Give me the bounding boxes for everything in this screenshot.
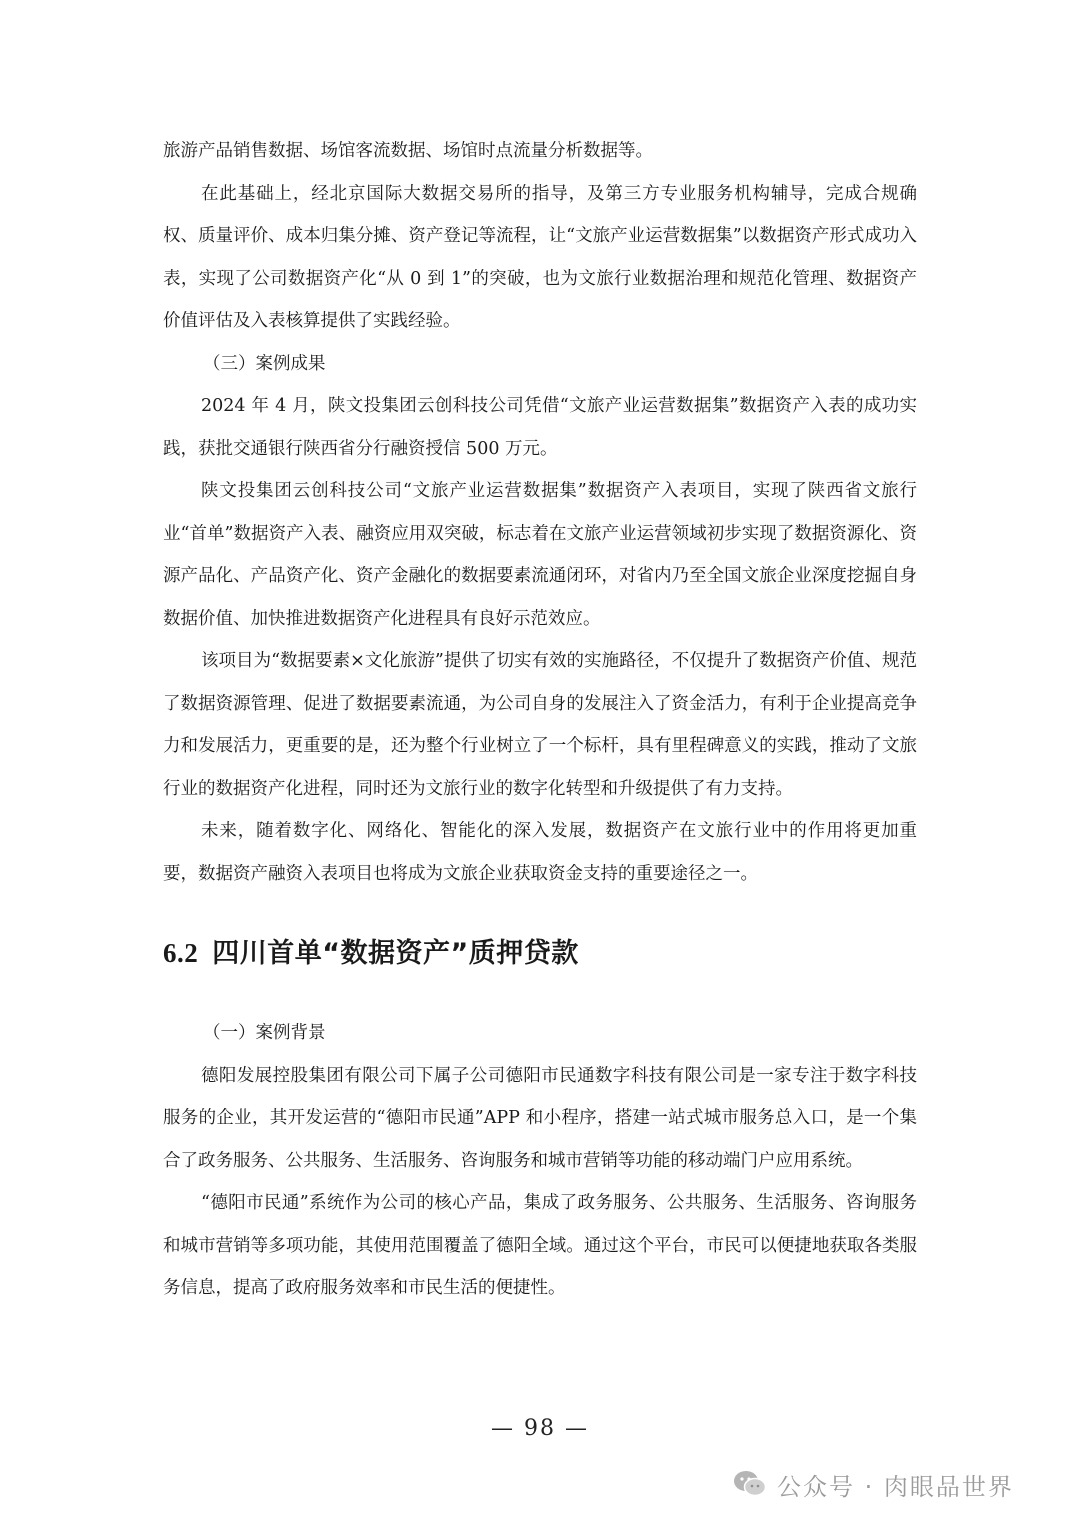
page-number: — 98 — <box>491 1416 589 1441</box>
watermark <box>733 1464 1014 1504</box>
paragraph: 德阳发展控股集团有限公司下属子公司德阳市民通数字科技有限公司是一家专注于数字科技服务的企业，其开发运营的“德阳市民通”APP 和小程序，搭建一站式城市服务总入口，是一个集合了政务服务、公共服务、生活服务、咨询服务和城市营销等功能的移动端门户应用系统。 <box>163 1065 917 1171</box>
paragraph-continued: 旅游产品销售数据、场馆客流数据、场馆时点流量分析数据等。 <box>163 141 653 161</box>
section-title <box>163 933 917 974</box>
paragraph: 未来，随着数字化、网络化、智能化的深入发展，数据资产在文旅行业中的作用将更加重要，数据资产融资入表项目也将成为文旅企业获取资金支持的重要途径之一。 <box>163 821 917 884</box>
subheading-case-background: （一）案例背景 <box>203 1023 326 1043</box>
section-title-text: 四川首单“数据资产”质押贷款 <box>212 938 579 969</box>
paragraph: 在此基础上，经北京国际大数据交易所的指导，及第三方专业服务机构辅导，完成合规确权、质量评价、成本归集分摊、资产登记等流程，让“文旅产业运营数据集”以数据资产形式成功入表，实现了公司数据资产化“从 0 到 1”的突破，也为文旅行业数据治理和规范化管理、数据资产价值评估及入表核算提供了实践经验。 <box>163 183 917 331</box>
paragraph: 该项目为“数据要素×文化旅游”提供了切实有效的实施路径，不仅提升了数据资产价值、规范了数据资源管理、促进了数据要素流通，为公司自身的发展注入了资金活力，有利于企业提高竞争力和发展活力，更重要的是，还为整个行业树立了一个标杆，具有里程碑意义的实践，推动了文旅行业的数据资产化进程，同时还为文旅行业的数字化转型和升级提供了有力支持。 <box>163 651 917 799</box>
paragraph: 2024 年 4 月，陕文投集团云创科技公司凭借“文旅产业运营数据集”数据资产入表的成功实践，获批交通银行陕西省分行融资授信 500 万元。 <box>163 396 917 459</box>
wechat-icon <box>733 1469 767 1499</box>
subheading-case-results: （三）案例成果 <box>203 353 326 374</box>
paragraph: “德阳市民通”系统作为公司的核心产品，集成了政务服务、公共服务、生活服务、咨询服务和城市营销等多项功能，其使用范围覆盖了德阳全域。通过这个平台，市民可以便捷地获取各类服务信息，提高了政府服务效率和市民生活的便捷性。 <box>163 1193 917 1298</box>
watermark-text: 公众号 · 肉眼品世界 <box>777 1472 1014 1501</box>
paragraph: 陕文投集团云创科技公司“文旅产业运营数据集”数据资产入表项目，实现了陕西省文旅行业“首单”数据资产入表、融资应用双突破，标志着在文旅产业运营领域初步实现了数据资源化、资源产品化、产品资产化、资产金融化的数据要素流通闭环，对省内乃至全国文旅企业深度挖掘自身数据价值、加快推进数据资产化进程具有良好示范效应。 <box>163 481 917 629</box>
page-content <box>163 130 917 1310</box>
section-number: 6.2 <box>163 938 199 968</box>
